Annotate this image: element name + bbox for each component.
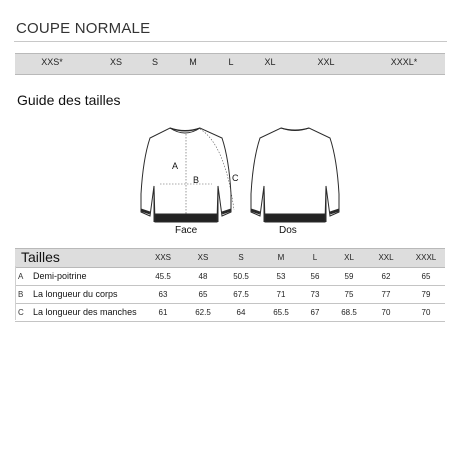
band-size: XS: [109, 57, 123, 67]
band-size: S: [151, 57, 159, 67]
column-header: S: [238, 253, 244, 262]
table-cell: 56: [310, 272, 320, 281]
band-size: XXXL*: [390, 57, 418, 67]
table-cell: 64: [236, 308, 246, 317]
band-size: XXS*: [41, 57, 63, 67]
sweatshirt-illustration: [130, 124, 350, 224]
column-header: XXS: [154, 253, 172, 262]
table-row: [15, 286, 445, 304]
table-cell: 53: [276, 272, 286, 281]
back-caption: Dos: [279, 225, 297, 236]
table-cell: 59: [344, 272, 354, 281]
table-cell: 62.5: [195, 308, 211, 317]
table-cell: 71: [276, 290, 286, 299]
table-cell: 62: [381, 272, 391, 281]
column-header: XL: [344, 253, 354, 262]
row-label: La longueur des manches: [33, 307, 137, 317]
table-cell: 68.5: [341, 308, 357, 317]
table-left-border: [15, 266, 16, 320]
front-caption: Face: [175, 225, 198, 236]
table-row: [15, 268, 445, 286]
table-cell: 48: [198, 272, 208, 281]
table-cell: 70: [421, 308, 431, 317]
table-cell: 73: [310, 290, 320, 299]
band-size: XL: [264, 57, 276, 67]
page-title: COUPE NORMALE: [16, 20, 151, 37]
table-row: [15, 304, 445, 322]
row-label: Demi-poitrine: [33, 271, 87, 281]
table-cell: 75: [344, 290, 354, 299]
table-cell: 77: [381, 290, 391, 299]
column-header: XXL: [378, 253, 394, 262]
table-header: [15, 248, 445, 268]
size-band: [15, 53, 445, 75]
table-cell: 65.5: [273, 308, 289, 317]
table-cell: 67.5: [233, 290, 249, 299]
column-header: L: [312, 253, 318, 262]
size-table: [15, 248, 445, 322]
table-cell: 70: [381, 308, 391, 317]
column-header: XXXL: [415, 253, 437, 262]
band-size: L: [228, 57, 234, 67]
table-cell: 50.5: [233, 272, 249, 281]
size-guide-title: Guide des tailles: [17, 92, 121, 108]
table-title: Tailles: [21, 249, 60, 265]
table-cell: 63: [158, 290, 168, 299]
column-header: M: [277, 253, 285, 262]
measure-label-b: B: [193, 175, 200, 185]
measure-label-c: C: [232, 173, 239, 183]
table-cell: 65: [421, 272, 431, 281]
table-cell: 61: [158, 308, 168, 317]
row-letter: A: [18, 272, 24, 281]
table-cell: 67: [310, 308, 320, 317]
row-label: La longueur du corps: [33, 289, 118, 299]
column-header: XS: [197, 253, 209, 262]
table-cell: 45.5: [155, 272, 171, 281]
row-letter: C: [18, 308, 24, 317]
measure-label-a: A: [172, 161, 179, 171]
table-cell: 65: [198, 290, 208, 299]
band-size: M: [189, 57, 197, 67]
table-cell: 79: [421, 290, 431, 299]
band-size: XXL: [317, 57, 335, 67]
title-divider: [14, 41, 447, 42]
row-letter: B: [18, 290, 24, 299]
